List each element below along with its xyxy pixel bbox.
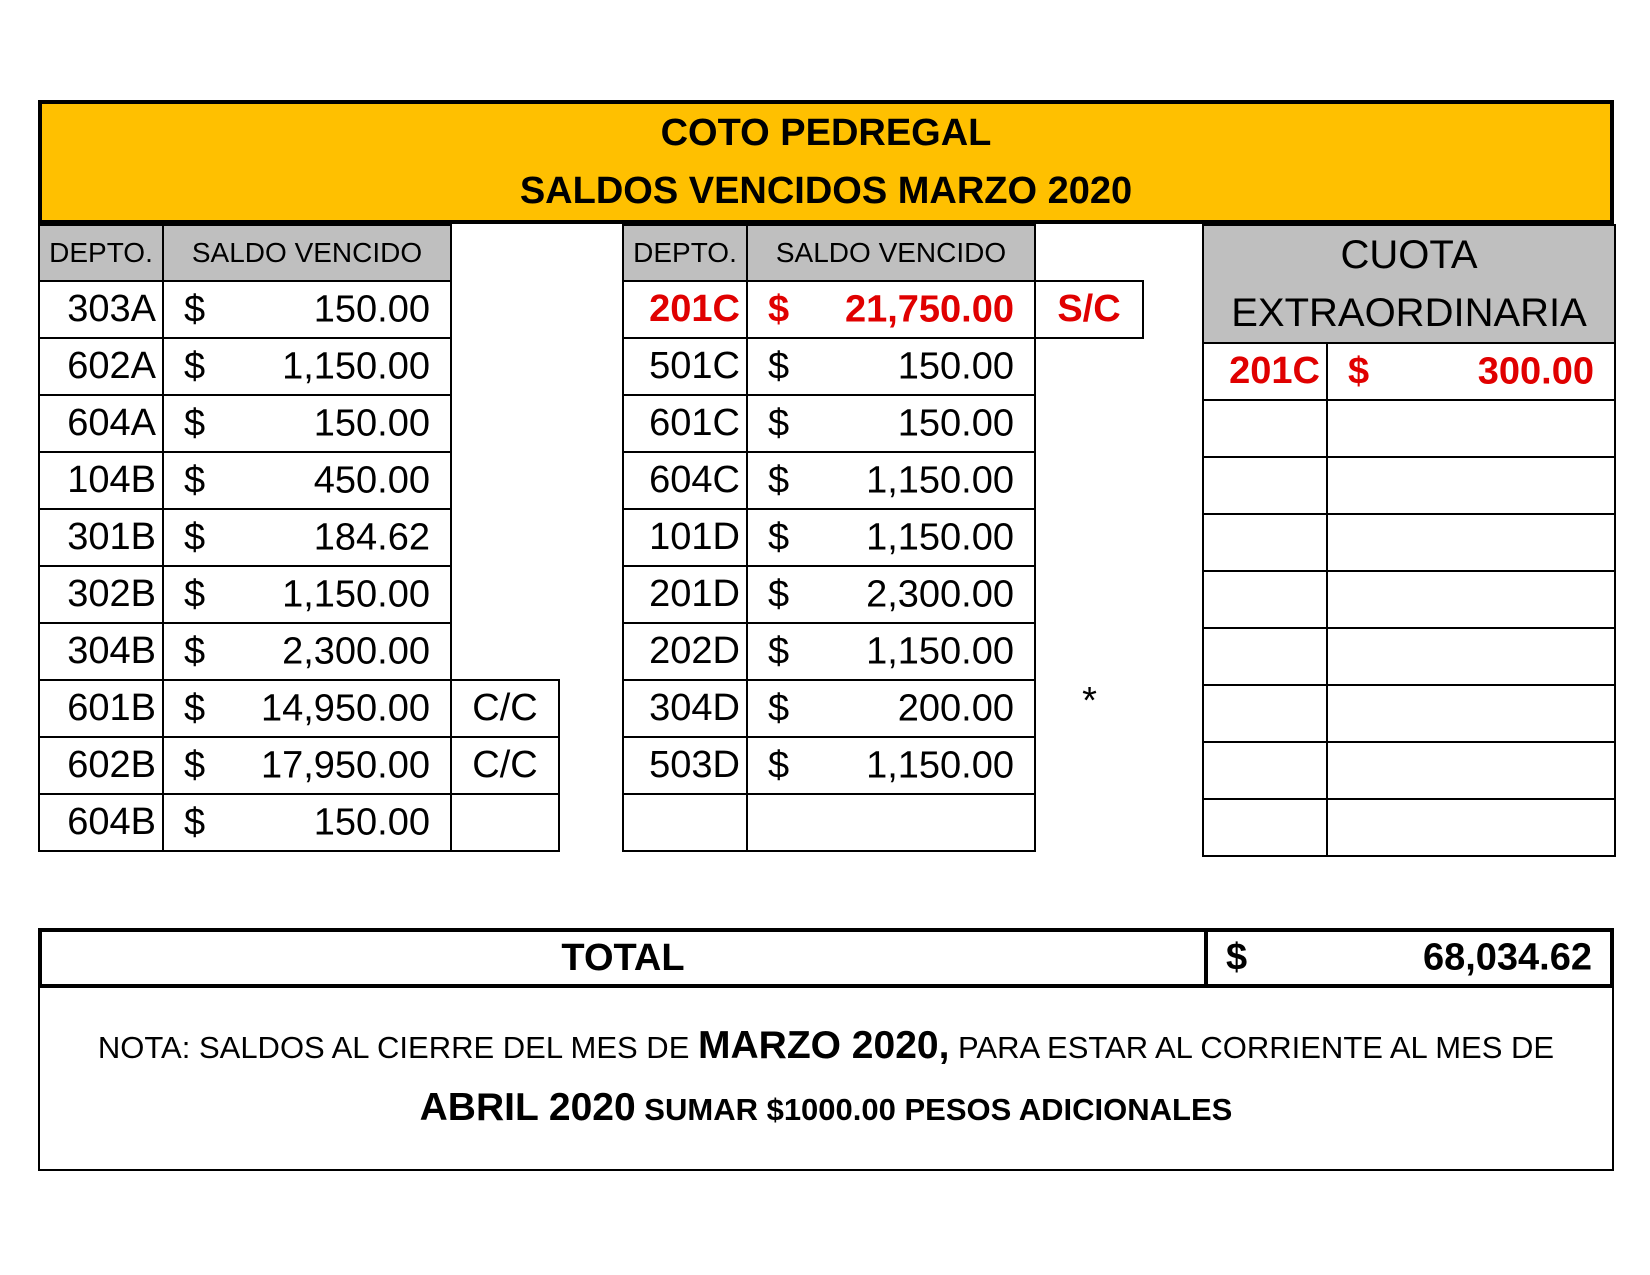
amount-value: 1,150.00: [866, 744, 1014, 786]
saldo-cell: [1327, 400, 1615, 457]
note-cell: [1035, 509, 1143, 566]
saldo-cell: [747, 623, 1035, 680]
depto-header: DEPTO.: [39, 225, 163, 281]
depto-cell: [1203, 628, 1327, 685]
amount-value: 1,150.00: [282, 345, 430, 387]
table-row: [623, 509, 1143, 566]
amount-value: 200.00: [897, 687, 1014, 729]
saldo-cell: [163, 737, 451, 794]
currency-symbol: $: [768, 744, 790, 786]
page-subtitle: SALDOS VENCIDOS MARZO 2020: [519, 170, 1133, 212]
currency-symbol: $: [184, 345, 206, 387]
currency-symbol: $: [1348, 350, 1370, 392]
cuota-header: [1203, 225, 1615, 343]
saldo-cell: [163, 566, 451, 623]
note-cell: S/C: [1035, 281, 1143, 338]
note-box: [38, 986, 1614, 1171]
empty-header: [1035, 225, 1143, 281]
depto-cell: 501C: [623, 338, 747, 395]
depto-cell: 201D: [623, 566, 747, 623]
depto-cell: 104B: [39, 452, 163, 509]
table-row: [1203, 400, 1615, 457]
saldo-header: SALDO VENCIDO: [163, 225, 451, 281]
depto-cell: [1203, 742, 1327, 799]
depto-cell: 304D: [623, 680, 747, 737]
depto-cell: 601C: [623, 395, 747, 452]
currency-symbol: $: [184, 801, 206, 843]
cuota-header-line1: CUOTA: [1340, 233, 1478, 277]
amount-value: 150.00: [897, 345, 1014, 387]
note-cell: C/C: [451, 680, 559, 737]
table-row: [39, 509, 559, 566]
saldo-cell: [163, 395, 451, 452]
note-text-2: PARA ESTAR AL CORRIENTE AL MES DE: [949, 1029, 1555, 1065]
depto-cell: 604C: [623, 452, 747, 509]
amount-value: 14,950.00: [260, 687, 430, 729]
table-row: [623, 566, 1143, 623]
note-cell: [451, 566, 559, 623]
depto-cell: 604B: [39, 794, 163, 851]
saldo-cell: [163, 794, 451, 851]
saldo-cell: [747, 338, 1035, 395]
depto-cell: 602A: [39, 338, 163, 395]
note-cell: [1035, 737, 1143, 794]
table-row: [39, 395, 559, 452]
currency-symbol: $: [184, 687, 206, 729]
saldo-cell: [1327, 457, 1615, 514]
depto-cell: [1203, 799, 1327, 856]
amount-value: 21,750.00: [844, 288, 1014, 330]
depto-cell: 101D: [623, 509, 747, 566]
table-row: [39, 566, 559, 623]
note-cell: [1035, 623, 1143, 680]
note-line2: [420, 1078, 1233, 1140]
currency-symbol: $: [184, 402, 206, 444]
currency-symbol: $: [768, 630, 790, 672]
depto-cell: 201C: [1203, 343, 1327, 400]
depto-cell: [1203, 400, 1327, 457]
currency-symbol: $: [768, 459, 790, 501]
saldo-cell: [747, 452, 1035, 509]
amount-value: 2,300.00: [282, 630, 430, 672]
amount-value: 300.00: [1477, 350, 1595, 392]
cuota-header-row: [1203, 225, 1615, 343]
note-cell: [451, 395, 559, 452]
note-cell: [1035, 395, 1143, 452]
currency-symbol: $: [768, 516, 790, 558]
table-row: [1203, 514, 1615, 571]
note-cell: [1035, 794, 1143, 851]
table-row: [39, 338, 559, 395]
table-row: [623, 737, 1143, 794]
note-text-1: NOTA: SALDOS AL CIERRE DEL MES DE: [97, 1029, 698, 1065]
total-label: TOTAL: [42, 932, 1208, 984]
currency-symbol: $: [768, 687, 790, 729]
saldo-cell: [163, 623, 451, 680]
saldo-cell: [747, 794, 1035, 851]
saldo-cell: [163, 338, 451, 395]
currency-symbol: $: [768, 402, 790, 444]
note-cell: *: [1082, 680, 1097, 722]
currency-symbol: $: [184, 630, 206, 672]
depto-cell: [1203, 571, 1327, 628]
note-cell: [1035, 452, 1143, 509]
note-month-1: MARZO 2020,: [698, 1023, 950, 1067]
amount-value: 17,950.00: [260, 744, 430, 786]
depto-cell: 301B: [39, 509, 163, 566]
table-row: [1203, 343, 1615, 400]
saldo-cell: [163, 452, 451, 509]
total-amount: 68,034.62: [1422, 936, 1592, 979]
table-row: [623, 338, 1143, 395]
saldo-cell: [747, 281, 1035, 338]
amount-value: 150.00: [897, 402, 1014, 444]
table-row: [623, 680, 1143, 737]
amount-value: 1,150.00: [282, 573, 430, 615]
saldo-cell: [163, 281, 451, 338]
note-cell: [451, 794, 559, 851]
amount-value: 450.00: [313, 459, 430, 501]
depto-cell: [1203, 514, 1327, 571]
amount-value: 1,150.00: [866, 516, 1014, 558]
currency-symbol: $: [184, 573, 206, 615]
table-row: [39, 623, 559, 680]
currency-symbol: $: [184, 459, 206, 501]
depto-cell: [623, 794, 747, 851]
amount-value: 150.00: [313, 402, 430, 444]
saldo-cell: [747, 509, 1035, 566]
amount-value: 1,150.00: [866, 630, 1014, 672]
note-cell: C/C: [451, 737, 559, 794]
table-row: [623, 452, 1143, 509]
note-cell: [1035, 338, 1143, 395]
amount-value: 150.00: [313, 801, 430, 843]
depto-cell: 304B: [39, 623, 163, 680]
depto-cell: 303A: [39, 281, 163, 338]
title-banner: [38, 100, 1614, 224]
note-cell: [451, 338, 559, 395]
currency-symbol: $: [184, 288, 206, 330]
depto-cell: 604A: [39, 395, 163, 452]
saldo-header: SALDO VENCIDO: [747, 225, 1035, 281]
table-row: [1203, 571, 1615, 628]
total-currency: $: [1226, 936, 1248, 979]
table-row: [623, 623, 1143, 680]
total-value: [1204, 932, 1610, 984]
table-row: [39, 737, 559, 794]
depto-cell: 302B: [39, 566, 163, 623]
saldo-cell: [1327, 571, 1615, 628]
saldo-cell: [1327, 343, 1615, 400]
saldo-cell: [1327, 628, 1615, 685]
currency-symbol: $: [768, 573, 790, 615]
table-row: [1203, 799, 1615, 856]
currency-symbol: $: [184, 744, 206, 786]
saldo-cell: [747, 395, 1035, 452]
table-row: [1203, 628, 1615, 685]
amount-value: 2,300.00: [866, 573, 1014, 615]
table-row: [39, 680, 559, 737]
table-row: [623, 395, 1143, 452]
saldo-cell: [747, 737, 1035, 794]
amount-value: 1,150.00: [866, 459, 1014, 501]
table-header-row: [623, 225, 1143, 281]
middle-balances-table: [622, 224, 1144, 852]
saldo-cell: [1327, 742, 1615, 799]
note-line1: [98, 1016, 1554, 1078]
note-cell: [451, 509, 559, 566]
depto-cell: [1203, 685, 1327, 742]
saldo-cell: [1327, 685, 1615, 742]
amount-value: 184.62: [313, 516, 430, 558]
table-row: [623, 281, 1143, 338]
note-text-3: SUMAR $1000.00 PESOS ADICIONALES: [635, 1091, 1233, 1127]
cuota-header-line2: EXTRAORDINARIA: [1231, 291, 1587, 335]
depto-header: DEPTO.: [623, 225, 747, 281]
saldo-cell: [747, 566, 1035, 623]
page-title: COTO PEDREGAL: [660, 112, 992, 154]
table-row: [39, 452, 559, 509]
table-row: [1203, 742, 1615, 799]
note-cell: [451, 623, 559, 680]
currency-symbol: $: [768, 345, 790, 387]
note-cell: [1035, 566, 1143, 623]
table-row: [1203, 685, 1615, 742]
saldo-cell: [163, 509, 451, 566]
note-cell: [451, 281, 559, 338]
depto-cell: 503D: [623, 737, 747, 794]
table-row: [39, 794, 559, 851]
saldo-cell: [1327, 514, 1615, 571]
table-row: [623, 794, 1143, 851]
left-balances-table: [38, 224, 560, 852]
depto-cell: 602B: [39, 737, 163, 794]
depto-cell: 601B: [39, 680, 163, 737]
total-row: [38, 928, 1614, 988]
depto-cell: 201C: [623, 281, 747, 338]
saldo-cell: [1327, 799, 1615, 856]
saldo-cell: [747, 680, 1035, 737]
depto-cell: [1203, 457, 1327, 514]
empty-header: [451, 225, 559, 281]
currency-symbol: $: [768, 288, 790, 330]
depto-cell: 202D: [623, 623, 747, 680]
table-row: [39, 281, 559, 338]
saldo-cell: [163, 680, 451, 737]
amount-value: 150.00: [313, 288, 430, 330]
note-month-2: ABRIL 2020: [419, 1085, 636, 1129]
currency-symbol: $: [184, 516, 206, 558]
note-cell: [451, 452, 559, 509]
table-row: [1203, 457, 1615, 514]
cuota-extraordinaria-table: [1202, 224, 1616, 857]
table-header-row: [39, 225, 559, 281]
